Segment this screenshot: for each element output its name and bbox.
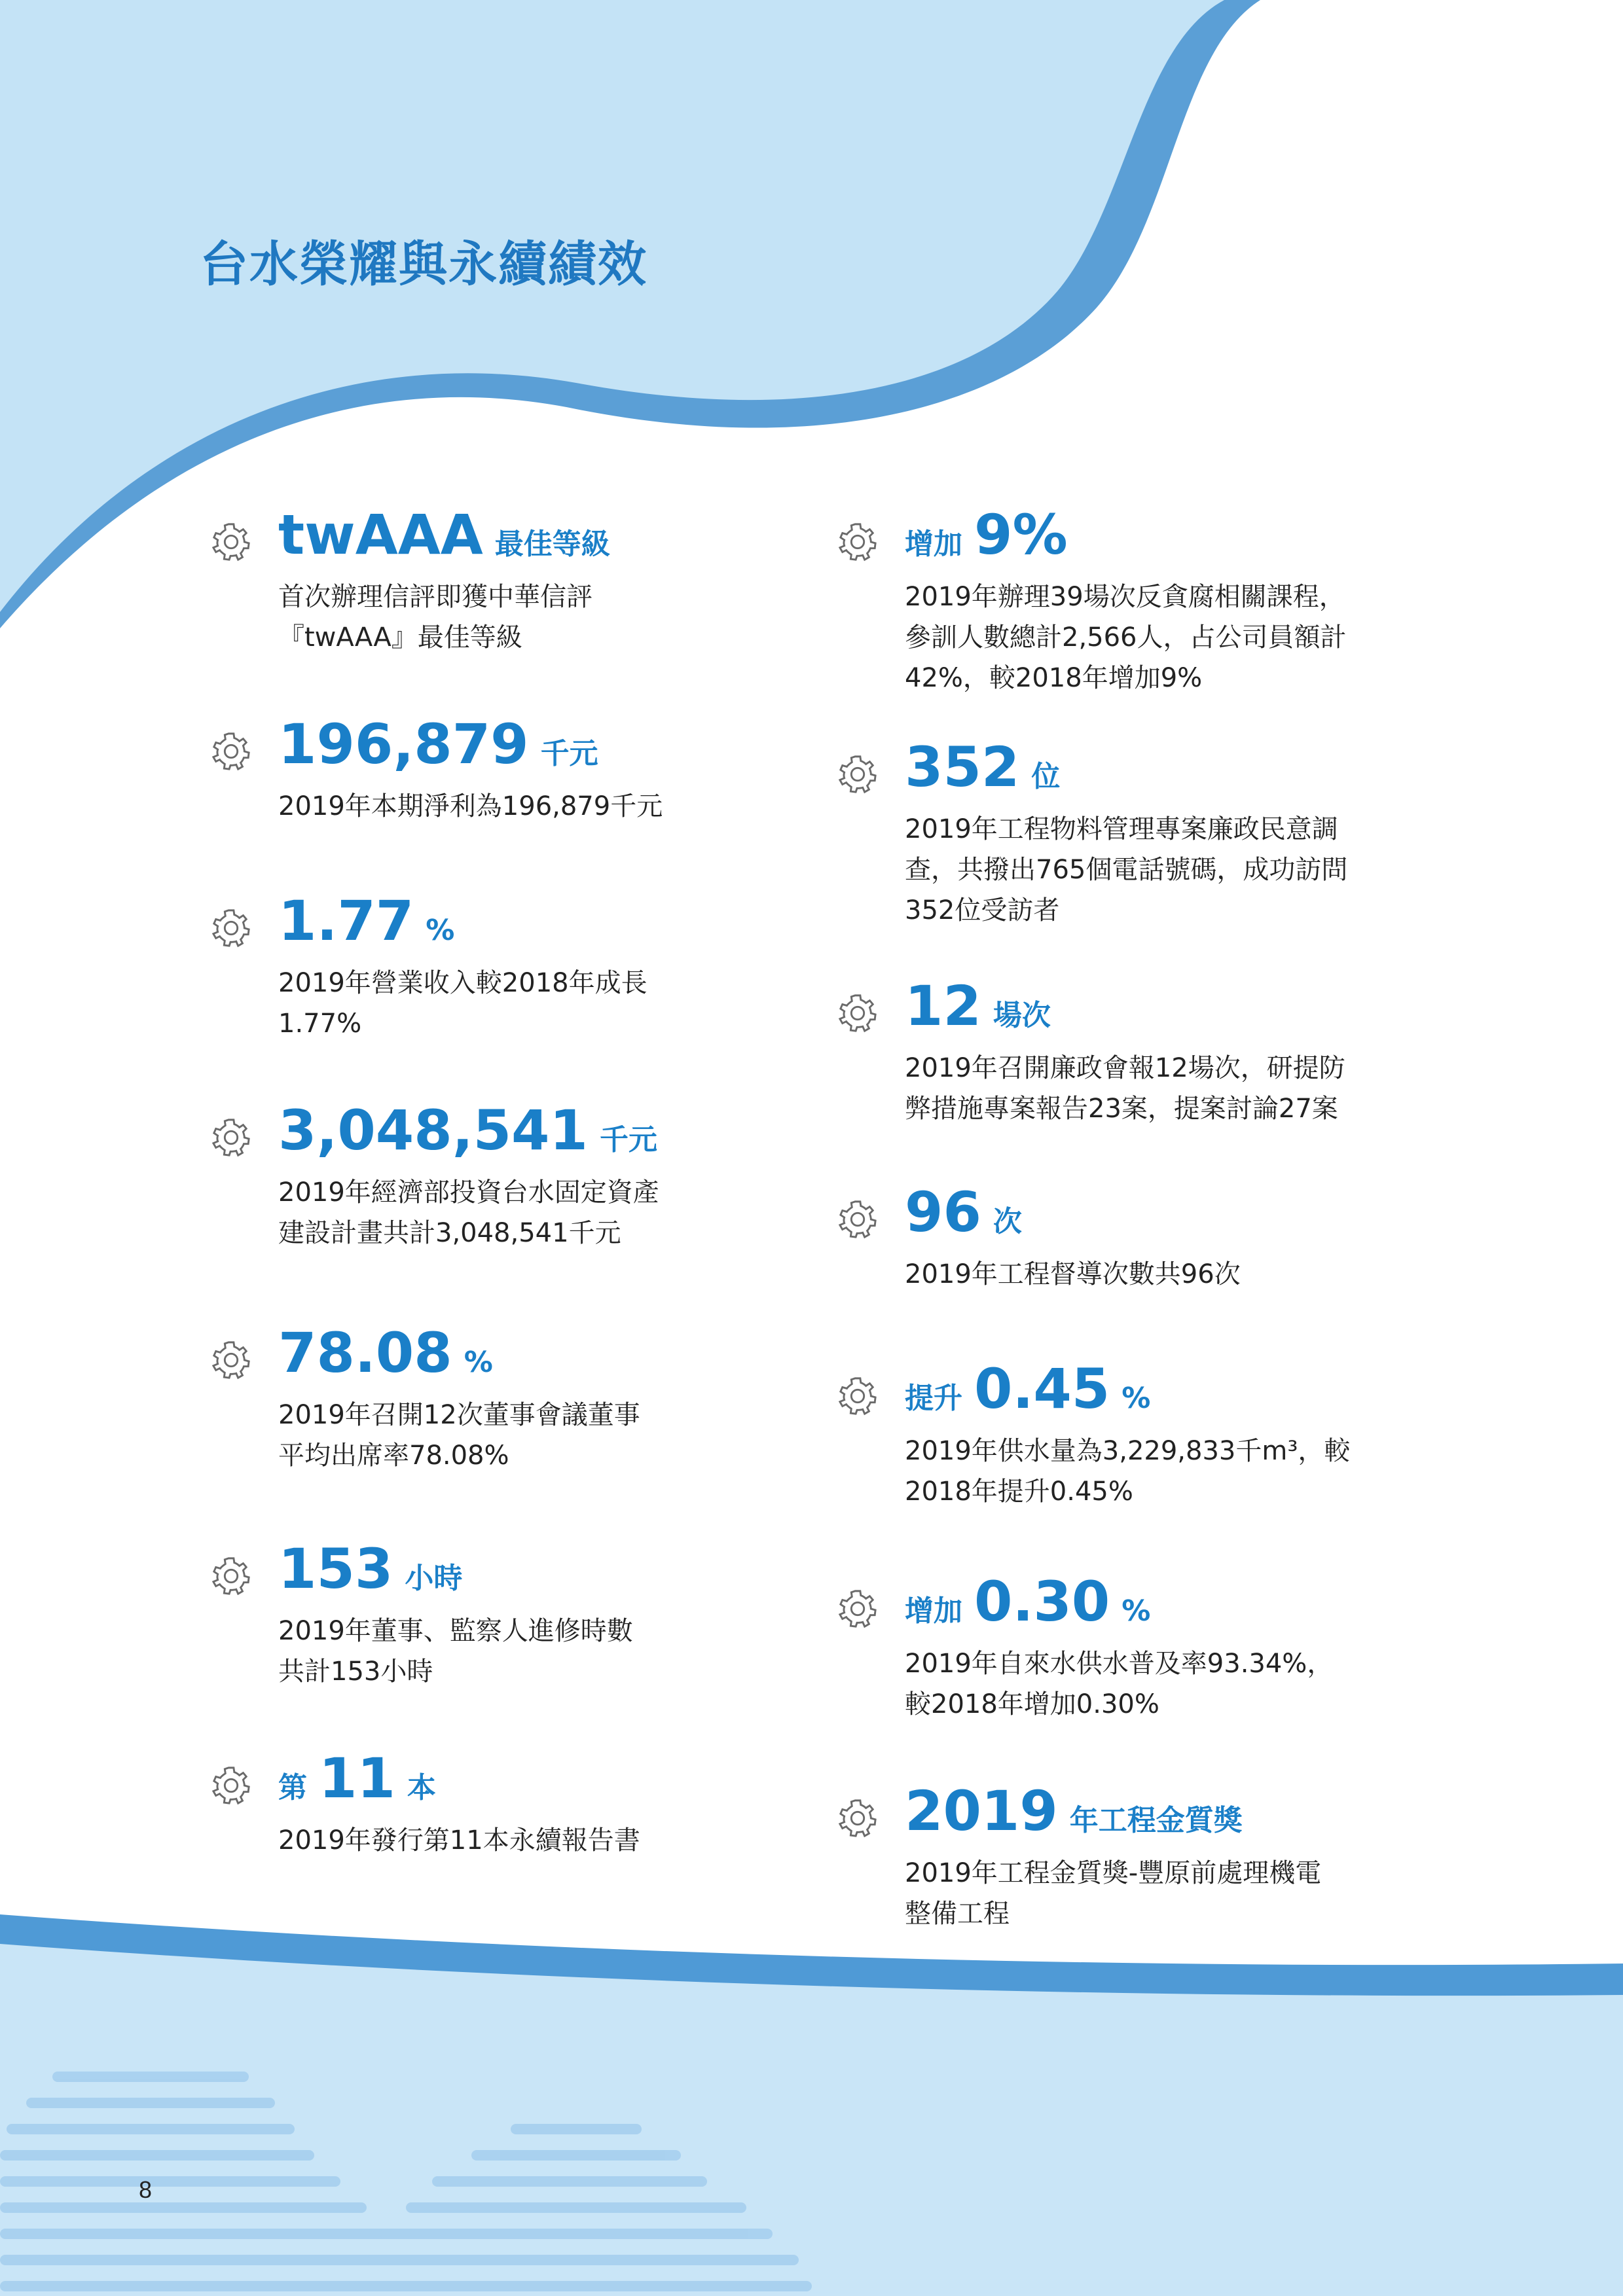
stat-headline bbox=[905, 974, 1402, 1038]
stat-unit: % bbox=[464, 1346, 493, 1379]
stat-headline bbox=[905, 1357, 1402, 1421]
stat-item-water-supply bbox=[905, 1357, 1402, 1512]
stat-headline bbox=[278, 503, 697, 567]
stat-unit: 小時 bbox=[405, 1562, 463, 1595]
stat-description: 2019年工程督導次數共96次 bbox=[905, 1259, 1241, 1289]
stat-value: 0.45 bbox=[974, 1357, 1110, 1421]
stat-description: 2019年本期淨利為196,879千元 bbox=[278, 791, 663, 821]
stat-item-supervision-count bbox=[905, 1180, 1402, 1295]
stat-headline bbox=[905, 735, 1402, 799]
gear-icon bbox=[837, 754, 878, 795]
gear-icon bbox=[837, 1798, 878, 1839]
stat-prefix: 第 bbox=[278, 1771, 307, 1804]
stat-description: 2019年召開12次董事會議董事 平均出席率78.08% bbox=[278, 1400, 640, 1471]
stat-unit: 千元 bbox=[599, 1123, 657, 1157]
stat-unit: 場次 bbox=[993, 999, 1051, 1032]
stat-unit: 最佳等級 bbox=[494, 528, 610, 561]
gear-icon bbox=[211, 1340, 251, 1380]
stat-value: 3,048,541 bbox=[278, 1098, 588, 1162]
stat-prefix: 增加 bbox=[905, 1594, 962, 1628]
stat-item-board-attendance bbox=[278, 1321, 697, 1476]
stat-item-survey-respondents bbox=[905, 735, 1402, 931]
stat-value: twAAA bbox=[278, 503, 483, 567]
stat-item-credit-rating bbox=[278, 503, 697, 658]
stat-value: 12 bbox=[905, 974, 981, 1038]
stat-description: 2019年工程物料管理專案廉政民意調 查，共撥出765個電話號碼，成功訪問 352位受訪者 bbox=[905, 814, 1348, 925]
page-title: 台水榮耀與永續績效 bbox=[200, 236, 647, 293]
stat-item-engineering-award bbox=[905, 1779, 1402, 1934]
stat-value: 153 bbox=[278, 1537, 393, 1601]
stat-headline bbox=[278, 1321, 697, 1385]
stat-headline bbox=[905, 503, 1402, 567]
gear-icon bbox=[837, 522, 878, 562]
stat-value: 78.08 bbox=[278, 1321, 452, 1385]
gear-icon bbox=[211, 1765, 251, 1806]
gear-icon bbox=[211, 522, 251, 562]
stat-headline bbox=[905, 1779, 1402, 1843]
stat-value: 196,879 bbox=[278, 712, 529, 776]
gear-icon bbox=[837, 1588, 878, 1629]
stat-item-revenue-growth bbox=[278, 889, 697, 1044]
stat-item-net-income bbox=[278, 712, 697, 827]
stat-unit: % bbox=[1122, 1594, 1151, 1628]
stat-item-investment bbox=[278, 1098, 697, 1253]
stat-description: 2019年辦理39場次反貪腐相關課程， 參訓人數總計2,566人，占公司員額計 42%，較2018年增加9% bbox=[905, 582, 1347, 693]
gear-icon bbox=[211, 731, 251, 772]
stat-headline bbox=[905, 1180, 1402, 1244]
stat-unit: 位 bbox=[1031, 760, 1061, 793]
stat-description: 2019年供水量為3,229,833千m³，較 2018年提升0.45% bbox=[905, 1436, 1351, 1507]
stat-unit: 年工程金質獎 bbox=[1069, 1804, 1243, 1837]
stat-description: 2019年自來水供水普及率93.34%， 較2018年增加0.30% bbox=[905, 1649, 1334, 1719]
stat-value: 96 bbox=[905, 1180, 981, 1244]
stat-value: 1.77 bbox=[278, 889, 414, 953]
stat-value: 9% bbox=[974, 503, 1068, 567]
page-number: 8 bbox=[139, 2176, 153, 2203]
stat-description: 2019年營業收入較2018年成長 1.77% bbox=[278, 968, 647, 1039]
gear-icon bbox=[837, 1376, 878, 1416]
stat-unit: % bbox=[426, 914, 455, 947]
stat-description: 2019年發行第11本永續報告書 bbox=[278, 1825, 640, 1856]
gear-icon bbox=[211, 1117, 251, 1158]
stat-description: 2019年經濟部投資台水固定資產 建設計畫共計3,048,541千元 bbox=[278, 1177, 659, 1248]
stat-value: 352 bbox=[905, 735, 1020, 799]
stat-prefix: 提升 bbox=[905, 1382, 962, 1415]
stat-item-coverage-rate bbox=[905, 1570, 1402, 1725]
stat-description: 2019年工程金質獎-豐原前處理機電 整備工程 bbox=[905, 1858, 1322, 1929]
stat-headline bbox=[278, 712, 697, 776]
gear-icon bbox=[211, 908, 251, 948]
stat-value: 11 bbox=[319, 1746, 395, 1810]
stat-item-integrity-meetings bbox=[905, 974, 1402, 1129]
stat-description: 2019年召開廉政會報12場次，研提防 弊措施專案報告23案，提案討論27案 bbox=[905, 1053, 1345, 1124]
stat-unit: % bbox=[1122, 1382, 1151, 1415]
stat-item-training-hours bbox=[278, 1537, 697, 1692]
gear-icon bbox=[837, 1199, 878, 1240]
stat-description: 首次辦理信評即獲中華信評 『twAAA』最佳等級 bbox=[278, 582, 593, 653]
stat-headline bbox=[278, 1746, 697, 1810]
stat-headline bbox=[905, 1570, 1402, 1634]
stat-value: 2019 bbox=[905, 1779, 1058, 1843]
stat-headline bbox=[278, 1098, 697, 1162]
stat-description: 2019年董事、監察人進修時數 共計153小時 bbox=[278, 1616, 633, 1687]
stat-prefix: 增加 bbox=[905, 528, 962, 561]
gear-icon bbox=[211, 1556, 251, 1596]
gear-icon bbox=[837, 993, 878, 1033]
stat-unit: 本 bbox=[407, 1771, 436, 1804]
stat-item-sustainability-report bbox=[278, 1746, 697, 1861]
stat-unit: 千元 bbox=[540, 737, 598, 770]
stat-item-anti-corruption-training bbox=[905, 503, 1402, 698]
stat-headline bbox=[278, 889, 697, 953]
stat-value: 0.30 bbox=[974, 1570, 1110, 1634]
stat-headline bbox=[278, 1537, 697, 1601]
stat-unit: 次 bbox=[993, 1205, 1022, 1238]
